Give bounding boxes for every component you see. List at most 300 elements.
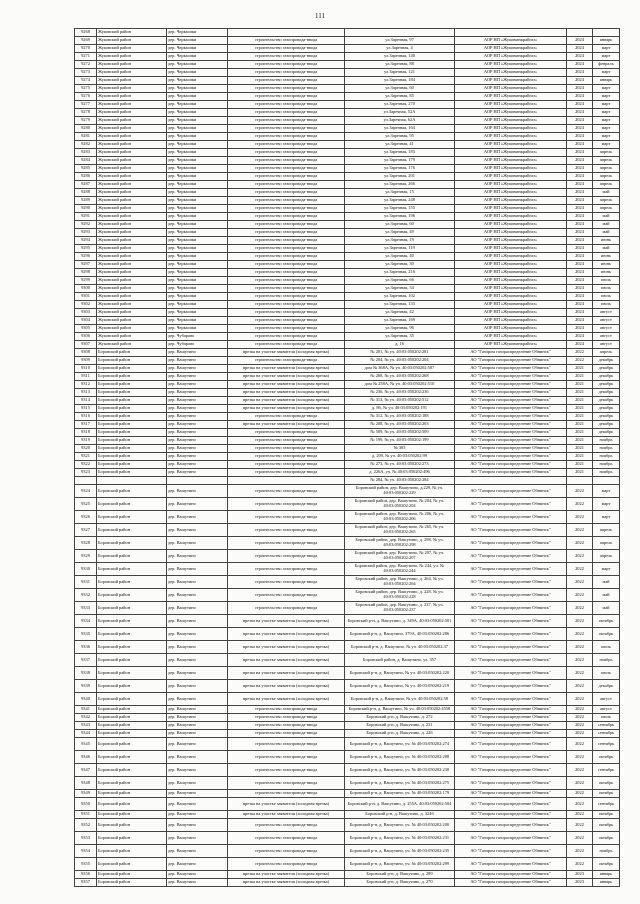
cell-address: Боровский район, дер. Вашутино, № 206, № уч. 40:03:050202:206: [345, 511, 455, 524]
cell-work-type: строительство газопровода-ввода: [228, 469, 345, 477]
cell-year: [567, 477, 593, 485]
cell-row-number: 9353: [75, 832, 97, 845]
cell-address: д. 226А, уч. № 40:03:050202:496: [345, 469, 455, 477]
table-row: [75, 181, 620, 189]
table-row: [75, 189, 620, 197]
cell-work-type: строительство газопровода-ввода: [228, 832, 345, 845]
table-row: [75, 722, 620, 730]
cell-village: дер. Черкасики: [167, 77, 228, 85]
cell-row-number: 9270: [75, 45, 97, 53]
cell-district: Боровский район: [97, 819, 167, 832]
cell-village: дер. Черкасики: [167, 125, 228, 133]
table-row: [75, 253, 620, 261]
cell-month: март: [593, 563, 620, 576]
cell-year: 2024: [567, 253, 593, 261]
cell-year: 2024: [567, 221, 593, 229]
cell-district: Жуковский район: [97, 53, 167, 61]
cell-organization: АО "Газпром газораспределение Обнинск": [455, 405, 567, 413]
table-row: [75, 576, 620, 589]
cell-village: дер. Вашутино: [167, 511, 228, 524]
cell-district: Боровский район: [97, 576, 167, 589]
cell-district: Боровский район: [97, 389, 167, 397]
cell-organization: АОР НП «Жуковмежрайгаз»: [455, 317, 567, 325]
cell-year: 2024: [567, 205, 593, 213]
table-row: [75, 301, 620, 309]
cell-village: дер. Черкасики: [167, 309, 228, 317]
cell-row-number: 9338: [75, 667, 97, 680]
cell-work-type: строительство газопровода-ввода: [228, 45, 345, 53]
cell-row-number: 9324: [75, 485, 97, 498]
cell-address: Боровский р-н, д. Вашутино, д. 289: [345, 871, 455, 879]
cell-district: Боровский район: [97, 879, 167, 887]
cell-work-type: строительство газопровода-ввода: [228, 109, 345, 117]
cell-month: сентябрь: [593, 722, 620, 730]
table-row: [75, 125, 620, 133]
cell-month: март: [593, 498, 620, 511]
cell-row-number: 9273: [75, 69, 97, 77]
cell-month: май: [593, 602, 620, 615]
cell-village: дер. Вашутино: [167, 751, 228, 764]
cell-year: 2022: [567, 357, 593, 365]
cell-month: июнь: [593, 261, 620, 269]
cell-month: ноябрь: [593, 437, 620, 445]
cell-work-type: врезка на участке заявителя (холодная врезка): [228, 381, 345, 389]
cell-village: дер. Вашутино: [167, 550, 228, 563]
cell-year: 2022: [567, 667, 593, 680]
table-row: [75, 485, 620, 498]
table-row: [75, 61, 620, 69]
cell-row-number: 9302: [75, 301, 97, 309]
cell-village: дер. Черкасики: [167, 141, 228, 149]
cell-village: дер. Вашутино: [167, 845, 228, 858]
cell-village: дер. Вашутино: [167, 437, 228, 445]
cell-year: 2024: [567, 269, 593, 277]
cell-year: 2023: [567, 871, 593, 879]
cell-work-type: врезка на участке заявителя (холодная врезка): [228, 373, 345, 381]
cell-address: ул.Заречная, 270: [345, 101, 455, 109]
cell-work-type: строительство газопровода-ввода: [228, 858, 345, 871]
cell-district: Боровский район: [97, 790, 167, 798]
cell-row-number: 9278: [75, 109, 97, 117]
cell-work-type: строительство газопровода-ввода: [228, 445, 345, 453]
cell-work-type: строительство газопровода-ввода: [228, 189, 345, 197]
cell-row-number: 9344: [75, 730, 97, 738]
cell-address: ул.Заречная, 121: [345, 69, 455, 77]
cell-work-type: строительство газопровода-ввода: [228, 325, 345, 333]
cell-district: Жуковский район: [97, 253, 167, 261]
cell-district: Боровский район: [97, 437, 167, 445]
table-row: [75, 628, 620, 641]
cell-district: Боровский район: [97, 461, 167, 469]
cell-village: дер. Вашутино: [167, 389, 228, 397]
cell-address: ул.Заречная, 15: [345, 189, 455, 197]
cell-month: ноябрь: [593, 469, 620, 477]
cell-year: 2024: [567, 117, 593, 125]
table-row: [75, 373, 620, 381]
cell-row-number: 9342: [75, 714, 97, 722]
cell-year: 2022: [567, 714, 593, 722]
cell-month: октябрь: [593, 751, 620, 764]
cell-year: 2021: [567, 397, 593, 405]
cell-month: декабрь: [593, 357, 620, 365]
cell-month: март: [593, 141, 620, 149]
cell-year: 2024: [567, 173, 593, 181]
cell-year: 2022: [567, 511, 593, 524]
table-row: [75, 109, 620, 117]
cell-year: 2024: [567, 109, 593, 117]
cell-work-type: строительство газопровода-ввода: [228, 777, 345, 790]
cell-month: апрель: [593, 537, 620, 550]
cell-year: 2024: [567, 125, 593, 133]
cell-work-type: врезка на участке заявителя (холодная врезка): [228, 667, 345, 680]
cell-row-number: 9287: [75, 181, 97, 189]
cell-row-number: 9303: [75, 309, 97, 317]
cell-row-number: 9345: [75, 738, 97, 751]
table-row: [75, 397, 620, 405]
cell-district: Жуковский район: [97, 45, 167, 53]
cell-address: № 509, № уч. 40:03:050202:509: [345, 429, 455, 437]
cell-work-type: строительство газопровода-ввода: [228, 589, 345, 602]
cell-work-type: врезка на участке заявителя (холодная врезка): [228, 615, 345, 628]
cell-work-type: врезка на участке заявителя (холодная врезка): [228, 349, 345, 357]
cell-year: 2022: [567, 602, 593, 615]
cell-row-number: 9336: [75, 641, 97, 654]
cell-month: апрель: [593, 349, 620, 357]
cell-work-type: строительство газопровода-ввода: [228, 85, 345, 93]
cell-district: Боровский район: [97, 421, 167, 429]
cell-year: 2024: [567, 157, 593, 165]
cell-district: Боровский район: [97, 550, 167, 563]
cell-work-type: строительство газопровода-ввода: [228, 205, 345, 213]
cell-month: август: [593, 333, 620, 341]
cell-work-type: строительство газопровода-ввода: [228, 293, 345, 301]
cell-row-number: 9297: [75, 261, 97, 269]
cell-work-type: строительство газопровода-ввода: [228, 537, 345, 550]
cell-month: апрель: [593, 550, 620, 563]
cell-address: ул.Заречная, 62А: [345, 117, 455, 125]
cell-row-number: 9355: [75, 858, 97, 871]
cell-address: Боровский р-н, д. Вашутино, уч. № 40:03:050202:235: [345, 845, 455, 858]
cell-row-number: 9289: [75, 197, 97, 205]
cell-month: март: [593, 53, 620, 61]
cell-address: д. 209, № уч. 40:03:050202:99: [345, 453, 455, 461]
cell-work-type: строительство газопровода-ввода: [228, 101, 345, 109]
cell-row-number: 9286: [75, 173, 97, 181]
cell-row-number: 9281: [75, 133, 97, 141]
cell-district: Жуковский район: [97, 173, 167, 181]
cell-district: Боровский район: [97, 798, 167, 811]
cell-work-type: врезка на участке заявителя (холодная врезка): [228, 693, 345, 706]
table-row: [75, 117, 620, 125]
cell-work-type: врезка на участке заявителя (холодная врезка): [228, 628, 345, 641]
cell-district: Жуковский район: [97, 333, 167, 341]
table-row: [75, 133, 620, 141]
cell-year: 2021: [567, 421, 593, 429]
cell-month: август: [593, 706, 620, 714]
cell-year: 2024: [567, 285, 593, 293]
cell-month: май: [593, 589, 620, 602]
cell-address: дом № 368А, № уч. 40:03:050202:507: [345, 365, 455, 373]
cell-work-type: строительство газопровода-ввода: [228, 125, 345, 133]
cell-month: март: [593, 109, 620, 117]
cell-work-type: врезка на участке заявителя (холодная врезка): [228, 389, 345, 397]
cell-year: 2024: [567, 197, 593, 205]
table-row: [75, 461, 620, 469]
cell-address: ул.Заречная, 266: [345, 181, 455, 189]
table-row: [75, 245, 620, 253]
cell-organization: АОР НП «Жуковмежрайгаз»: [455, 333, 567, 341]
cell-year: 2024: [567, 165, 593, 173]
table-row: [75, 477, 620, 485]
cell-organization: АОР НП «Жуковмежрайгаз»: [455, 165, 567, 173]
table-row: [75, 615, 620, 628]
table-row: [75, 421, 620, 429]
table-row: [75, 550, 620, 563]
table-row: [75, 751, 620, 764]
table-row: [75, 654, 620, 667]
cell-district: Боровский район: [97, 738, 167, 751]
cell-address: № 305: [345, 445, 455, 453]
cell-month: апрель: [593, 181, 620, 189]
cell-work-type: строительство газопровода-ввода: [228, 751, 345, 764]
cell-year: 2024: [567, 45, 593, 53]
cell-year: 2022: [567, 576, 593, 589]
cell-year: 2024: [567, 229, 593, 237]
cell-organization: АО "Газпром газораспределение Обнинск": [455, 524, 567, 537]
cell-village: дер. Черкасики: [167, 149, 228, 157]
cell-year: 2021: [567, 445, 593, 453]
cell-organization: АО "Газпром газораспределение Обнинск": [455, 461, 567, 469]
cell-organization: АО "Газпром газораспределение Обнинск": [455, 777, 567, 790]
cell-address: ул.Заречная, 49: [345, 229, 455, 237]
cell-district: Жуковский район: [97, 301, 167, 309]
cell-district: Боровский район: [97, 777, 167, 790]
cell-district: Боровский район: [97, 381, 167, 389]
cell-work-type: [228, 477, 345, 485]
cell-month: декабрь: [593, 421, 620, 429]
cell-address: ул.Заречная, 119: [345, 245, 455, 253]
cell-district: Боровский район: [97, 641, 167, 654]
cell-organization: АО "Газпром газораспределение Обнинск": [455, 832, 567, 845]
cell-address: Боровский район, дер. Вашутино, № 244, уч. № 40:03:050202:244: [345, 563, 455, 576]
cell-work-type: строительство газопровода-ввода: [228, 221, 345, 229]
cell-row-number: 9332: [75, 589, 97, 602]
cell-district: Боровский район: [97, 654, 167, 667]
cell-organization: АО "Газпром газораспределение Обнинск": [455, 550, 567, 563]
cell-row-number: 9356: [75, 871, 97, 879]
table-row: [75, 405, 620, 413]
cell-village: дер. Черкасики: [167, 85, 228, 93]
cell-row-number: 9328: [75, 537, 97, 550]
cell-row-number: 9316: [75, 413, 97, 421]
cell-row-number: 9285: [75, 165, 97, 173]
table-row: [75, 429, 620, 437]
cell-organization: АО "Газпром газораспределение Обнинск": [455, 722, 567, 730]
cell-row-number: 9333: [75, 602, 97, 615]
table-row: [75, 205, 620, 213]
cell-organization: АОР НП «Жуковмежрайгаз»: [455, 101, 567, 109]
table-row: [75, 165, 620, 173]
cell-district: Боровский район: [97, 714, 167, 722]
cell-month: апрель: [593, 173, 620, 181]
table-row: [75, 845, 620, 858]
cell-address: Боровский р-н, д. Вашутино, д. 272: [345, 714, 455, 722]
table-row: [75, 437, 620, 445]
cell-address: ул.Заречная, 85: [345, 93, 455, 101]
cell-address: Боровский район, дер. Вашутино, д.229, № уч. 40:03:050202:229: [345, 485, 455, 498]
cell-village: дер. Вашутино: [167, 777, 228, 790]
cell-row-number: 9300: [75, 285, 97, 293]
table-row: [75, 445, 620, 453]
cell-month: [593, 29, 620, 37]
cell-village: дер. Вашутино: [167, 832, 228, 845]
cell-village: дер. Черкасики: [167, 45, 228, 53]
table-row: [75, 173, 620, 181]
cell-month: ноябрь: [593, 654, 620, 667]
cell-row-number: 9308: [75, 349, 97, 357]
cell-address: ул.Заречная, 4: [345, 45, 455, 53]
cell-month: январь: [593, 37, 620, 45]
cell-month: декабрь: [593, 365, 620, 373]
cell-village: дер. Черкасики: [167, 301, 228, 309]
cell-month: март: [593, 69, 620, 77]
cell-month: июль: [593, 301, 620, 309]
cell-village: дер. Вашутино: [167, 738, 228, 751]
cell-work-type: врезка на участке заявителя (холодная врезка): [228, 405, 345, 413]
cell-year: 2022: [567, 563, 593, 576]
cell-village: дер. Черкасики: [167, 181, 228, 189]
cell-work-type: строительство газопровода-ввода: [228, 309, 345, 317]
table-row: [75, 77, 620, 85]
cell-village: дер. Вашутино: [167, 654, 228, 667]
cell-organization: АОР НП «Жуковмежрайгаз»: [455, 285, 567, 293]
cell-work-type: строительство газопровода-ввода: [228, 357, 345, 365]
cell-row-number: 9314: [75, 397, 97, 405]
cell-address: ул.Заречная, 30: [345, 261, 455, 269]
cell-row-number: 9313: [75, 389, 97, 397]
cell-year: 2023: [567, 879, 593, 887]
cell-organization: АОР НП «Жуковмежрайгаз»: [455, 189, 567, 197]
cell-address: ул.Заречная, 155: [345, 205, 455, 213]
cell-district: Жуковский район: [97, 37, 167, 45]
table-row: [75, 693, 620, 706]
cell-work-type: строительство газопровода-ввода: [228, 563, 345, 576]
cell-work-type: строительство газопровода-ввода: [228, 253, 345, 261]
cell-address: Боровский р-н, д. Вашутино, № уч. 40:03:050202:219: [345, 680, 455, 693]
cell-address: д. 8б, № уч. 40:03:050202:191: [345, 405, 455, 413]
cell-month: июль: [593, 285, 620, 293]
cell-month: ноябрь: [593, 461, 620, 469]
cell-village: дер. Вашутино: [167, 349, 228, 357]
cell-organization: [455, 477, 567, 485]
table-row: [75, 333, 620, 341]
cell-month: декабрь: [593, 405, 620, 413]
cell-village: дер. Черкасики: [167, 269, 228, 277]
cell-district: Боровский район: [97, 871, 167, 879]
cell-organization: АОР НП «Жуковмежрайгаз»: [455, 85, 567, 93]
table-row: [75, 641, 620, 654]
table-row: [75, 221, 620, 229]
cell-organization: АО "Газпром газораспределение Обнинск": [455, 373, 567, 381]
cell-district: Боровский район: [97, 429, 167, 437]
cell-village: дер. Вашутино: [167, 798, 228, 811]
cell-month: апрель: [593, 197, 620, 205]
table-row: [75, 149, 620, 157]
cell-organization: АО "Газпром газораспределение Обнинск": [455, 445, 567, 453]
cell-month: май: [593, 576, 620, 589]
cell-address: ул.Заречная, 102: [345, 293, 455, 301]
cell-work-type: строительство газопровода-ввода: [228, 213, 345, 221]
cell-organization: АО "Газпром газораспределение Обнинск": [455, 667, 567, 680]
cell-month: октябрь: [593, 858, 620, 871]
cell-work-type: строительство газопровода-ввода: [228, 453, 345, 461]
cell-village: дер. Вашутино: [167, 790, 228, 798]
cell-organization: АО "Газпром газораспределение Обнинск": [455, 397, 567, 405]
cell-village: дер. Вашутино: [167, 764, 228, 777]
cell-address: № 236, № уч. 40:03:050202:236: [345, 389, 455, 397]
cell-district: Жуковский район: [97, 269, 167, 277]
cell-month: август: [593, 341, 620, 349]
cell-address: Боровский район, дер. Вашутино, № 207, № уч. 40:03:050202:207: [345, 550, 455, 563]
cell-address: Боровский район, дер. Вашутино, д. 298, № уч. 40:03:050202:298: [345, 537, 455, 550]
cell-row-number: 9350: [75, 798, 97, 811]
cell-address: ул.Заречная, 52А: [345, 109, 455, 117]
cell-work-type: строительство газопровода-ввода: [228, 149, 345, 157]
cell-district: Боровский район: [97, 667, 167, 680]
cell-organization: АО "Газпром газораспределение Обнинск": [455, 811, 567, 819]
cell-village: дер. Черкасики: [167, 117, 228, 125]
cell-district: Жуковский район: [97, 109, 167, 117]
cell-row-number: 9323: [75, 469, 97, 477]
cell-work-type: [228, 29, 345, 37]
cell-village: дер. Вашутино: [167, 524, 228, 537]
cell-organization: АО "Газпром газораспределение Обнинск": [455, 421, 567, 429]
cell-village: дер. Вашутино: [167, 413, 228, 421]
cell-work-type: строительство газопровода-ввода: [228, 602, 345, 615]
cell-district: Жуковский район: [97, 197, 167, 205]
cell-year: 2024: [567, 317, 593, 325]
cell-address: ул.Заречная, 40: [345, 253, 455, 261]
cell-work-type: строительство газопровода-ввода: [228, 333, 345, 341]
cell-year: 2022: [567, 730, 593, 738]
cell-organization: АО "Газпром газораспределение Обнинск": [455, 819, 567, 832]
cell-month: март: [593, 511, 620, 524]
cell-organization: АОР НП «Жуковмежрайгаз»: [455, 245, 567, 253]
cell-month: апрель: [593, 205, 620, 213]
table-row: [75, 365, 620, 373]
cell-month: октябрь: [593, 628, 620, 641]
cell-year: 2024: [567, 101, 593, 109]
table-row: [75, 229, 620, 237]
cell-row-number: 9280: [75, 125, 97, 133]
cell-address: Боровский район, дер. Вашутино, № 265, № уч. 40:03:050202:265: [345, 524, 455, 537]
cell-address: ул.Заречная, 216: [345, 269, 455, 277]
cell-address: Боровский р-н, д. Вашутино, 379А, 40:03:050202:286: [345, 628, 455, 641]
cell-month: декабрь: [593, 389, 620, 397]
cell-month: апрель: [593, 524, 620, 537]
cell-address: ул.Заречная, 133: [345, 301, 455, 309]
cell-village: дер. Черкасики: [167, 293, 228, 301]
cell-year: 2024: [567, 37, 593, 45]
cell-work-type: строительство газопровода-ввода: [228, 730, 345, 738]
cell-organization: АОР НП «Жуковмежрайгаз»: [455, 109, 567, 117]
cell-organization: АО "Газпром газораспределение Обнинск": [455, 389, 567, 397]
cell-row-number: 9307: [75, 341, 97, 349]
cell-work-type: строительство газопровода-ввода: [228, 524, 345, 537]
cell-address: № 208, № уч. 40:03:050202:203: [345, 421, 455, 429]
cell-district: Жуковский район: [97, 93, 167, 101]
cell-village: дер. Вашутино: [167, 453, 228, 461]
